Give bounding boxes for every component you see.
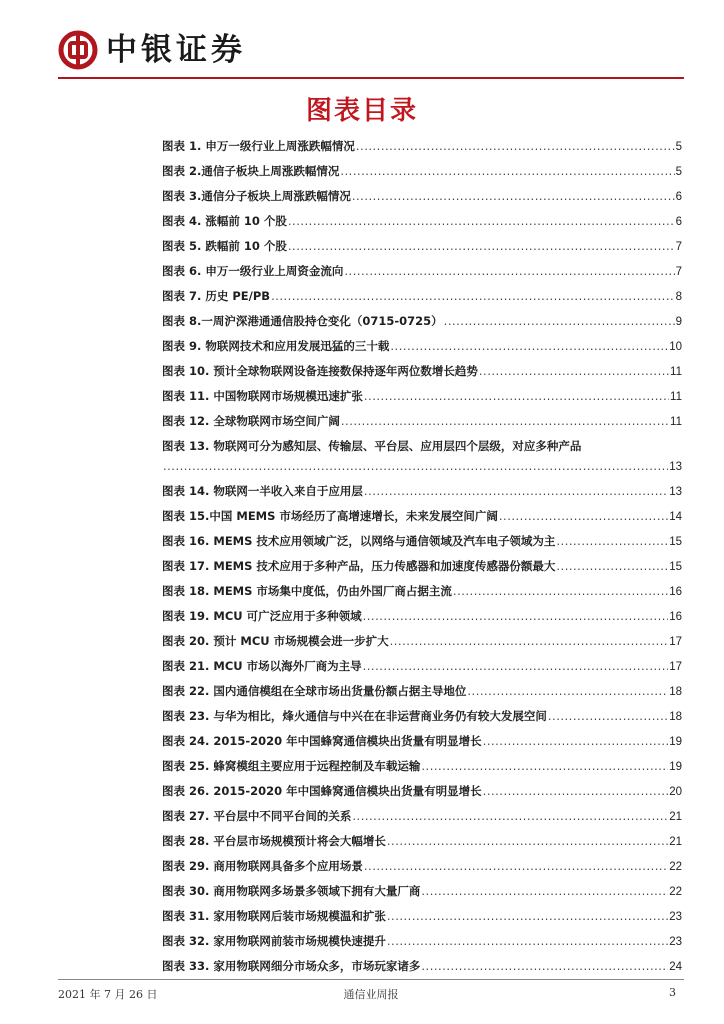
toc-entry-label: 图表 26. 2015-2020 年中国蜂窝通信模块出货量有明显增长 [162,784,482,798]
footer-page-number: 3 [669,986,676,999]
toc-entry[interactable] [162,854,682,879]
toc-entry-page: 6 [675,216,682,228]
toc-entry-label: 图表 29. 商用物联网具备多个应用场景 [162,859,363,873]
toc-leader-dots [352,184,675,209]
toc-entry-label: 图表 4. 涨幅前 10 个股 [162,214,287,228]
toc-entry-page: 23 [669,911,682,923]
toc-entry-label: 图表 28. 平台层市场规模预计将会大幅增长 [162,834,386,848]
toc-entry[interactable] [162,579,682,604]
toc-entry[interactable] [162,654,682,679]
toc-leader-dots [548,704,668,729]
toc-entry-label: 图表 24. 2015-2020 年中国蜂窝通信模块出货量有明显增长 [162,734,482,748]
toc-leader-dots [352,804,668,829]
toc-entry[interactable] [162,604,682,629]
toc-entry-page: 6 [675,191,682,203]
toc-entry[interactable] [162,504,682,529]
toc-entry-page: 22 [669,886,682,898]
toc-leader-dots [444,309,675,334]
toc-entry[interactable] [162,259,682,284]
toc-entry[interactable] [162,679,682,704]
toc-leader-dots [364,384,669,409]
toc-entry-page: 14 [669,511,682,523]
page-footer [58,982,684,1002]
toc-entry-label: 图表 33. 家用物联网细分市场众多，市场玩家诸多 [162,959,421,973]
toc-entry-label: 图表 19. MCU 可广泛应用于多种领域 [162,609,362,623]
toc-entry-label: 图表 16. MEMS 技术应用领域广泛，以网络与通信领域及汽车电子领域为主 [162,534,556,548]
toc-entry-page: 21 [669,811,682,823]
toc-leader-dots [363,654,669,679]
toc-list [162,134,682,979]
toc-entry-page: 5 [675,141,682,153]
toc-entry[interactable] [162,209,682,234]
toc-entry-page: 21 [669,836,682,848]
toc-leader-dots [453,579,668,604]
toc-leader-dots [364,854,668,879]
toc-entry[interactable] [162,754,682,779]
toc-leader-dots [421,954,668,979]
toc-entry-label: 图表 17. MEMS 技术应用于多种产品，压力传感器和加速度传感器份额最大 [162,559,556,573]
toc-entry-page: 17 [669,636,682,648]
toc-entry-page: 13 [669,461,682,473]
toc-entry[interactable] [162,954,682,979]
toc-entry-label: 图表 13. 物联网可分为感知层、传输层、平台层、应用层四个层级，对应多种产品 [162,439,582,453]
footer-doc-name: 通信业周报 [343,988,399,1001]
footer-date: 2021 年 7 月 26 日 [58,988,158,1001]
toc-leader-dots [288,234,675,259]
toc-entry-page: 9 [675,316,682,328]
toc-entry-page: 7 [675,266,682,278]
toc-entry-label: 图表 9. 物联网技术和应用发展迅猛的三十载 [162,339,390,353]
toc-entry-page: 19 [669,736,682,748]
toc-leader-dots [340,159,674,184]
toc-entry-label: 图表 30. 商用物联网多场景多领域下拥有大量厂商 [162,884,421,898]
toc-entry[interactable] [162,729,682,754]
toc-leader-dots [421,879,668,904]
toc-leader-dots [467,679,668,704]
toc-entry-label: 图表 25. 蜂窝模组主要应用于远程控制及车载运输 [162,759,421,773]
toc-leader-dots [271,284,675,309]
toc-entry-label: 图表 14. 物联网一半收入来自于应用层 [162,484,363,498]
toc-entry-label: 图表 20. 预计 MCU 市场规模会进一步扩大 [162,634,389,648]
toc-entry-page: 8 [675,291,682,303]
toc-entry-label: 图表 3.通信分子板块上周涨跌幅情况 [162,189,351,203]
toc-entry[interactable] [162,779,682,804]
toc-entry-label: 图表 6. 申万一级行业上周资金流向 [162,264,344,278]
toc-entry[interactable] [162,529,682,554]
toc-leader-dots [344,259,674,284]
toc-entry-label: 图表 22. 国内通信模组在全球市场出货量份额占据主导地位 [162,684,467,698]
toc-entry-page: 7 [675,241,682,253]
toc-entry-label: 图表 1. 申万一级行业上周涨跌幅情况 [162,139,355,153]
toc-entry-page: 15 [669,536,682,548]
toc-entry-label: 图表 21. MCU 市场以海外厂商为主导 [162,659,362,673]
toc-entry-page: 18 [669,686,682,698]
toc-entry-label: 图表 10. 预计全球物联网设备连接数保持逐年两位数增长趋势 [162,364,478,378]
toc-entry[interactable] [162,929,682,954]
toc-entry[interactable] [162,434,682,479]
toc-leader-dots [363,604,669,629]
toc-entry-page: 11 [670,391,682,403]
brand-name: 中银证券 [106,32,246,68]
toc-entry-page: 20 [669,786,682,798]
toc-entry-page: 5 [675,166,682,178]
toc-entry-page: 23 [669,936,682,948]
toc-entry[interactable] [162,554,682,579]
toc-leader-dots [556,529,668,554]
toc-entry[interactable] [162,134,682,159]
toc-leader-dots [390,334,668,359]
toc-entry-page: 24 [669,961,682,973]
toc-leader-dots [356,134,675,159]
toc-entry[interactable] [162,159,682,184]
header-divider [58,77,684,79]
toc-entry[interactable] [162,879,682,904]
toc-leader-dots [387,929,668,954]
toc-entry-page: 13 [669,486,682,498]
toc-leader-dots [499,504,668,529]
toc-entry[interactable] [162,829,682,854]
toc-entry-page: 11 [670,366,682,378]
toc-leader-dots [483,779,669,804]
toc-entry-label: 图表 18. MEMS 市场集中度低，仍由外国厂商占据主流 [162,584,452,598]
toc-entry[interactable] [162,359,682,384]
toc-entry[interactable] [162,704,682,729]
toc-entry-label: 图表 2.通信子板块上周涨跌幅情况 [162,164,340,178]
toc-entry-label: 图表 11. 中国物联网市场规模迅速扩张 [162,389,363,403]
bank-of-china-logo-icon [58,30,98,70]
toc-entry[interactable] [162,284,682,309]
toc-leader-dots [387,829,668,854]
toc-leader-dots [341,409,669,434]
toc-entry-page: 16 [669,611,682,623]
toc-entry-page: 18 [669,711,682,723]
toc-entry[interactable] [162,409,682,434]
toc-entry[interactable] [162,629,682,654]
toc-entry[interactable] [162,384,682,409]
toc-entry[interactable] [162,309,682,334]
toc-entry[interactable] [162,479,682,504]
toc-entry-label: 图表 27. 平台层中不同平台间的关系 [162,809,352,823]
toc-entry[interactable] [162,334,682,359]
toc-leader-dots [390,629,669,654]
toc-entry-label: 图表 5. 跌幅前 10 个股 [162,239,287,253]
toc-entry-label: 图表 8.一周沪深港通通信股持仓变化（0715-0725） [162,314,443,328]
toc-entry-label: 图表 7. 历史 PE/PB [162,289,271,303]
toc-entry-page: 11 [670,416,682,428]
toc-leader-dots [483,729,669,754]
toc-entry[interactable] [162,234,682,259]
toc-title: 图表目录 [305,96,418,126]
toc-entry[interactable] [162,804,682,829]
footer-divider [58,979,684,980]
toc-entry[interactable] [162,904,682,929]
toc-entry-label: 图表 15.中国 MEMS 市场经历了高增速增长，未来发展空间广阔 [162,509,498,523]
toc-entry[interactable] [162,184,682,209]
toc-entry-label: 图表 12. 全球物联网市场空间广阔 [162,414,340,428]
toc-entry-page: 15 [669,561,682,573]
toc-entry-page: 22 [669,861,682,873]
toc-leader-dots [288,209,675,234]
toc-entry-label: 图表 31. 家用物联网后装市场规模温和扩张 [162,909,386,923]
toc-entry-page: 16 [669,586,682,598]
toc-entry-label: 图表 32. 家用物联网前装市场规模快速提升 [162,934,386,948]
toc-leader-dots [556,554,668,579]
page-header [58,30,698,70]
toc-leader-dots [479,359,669,384]
toc-entry-page: 17 [669,661,682,673]
toc-leader-dots [364,479,668,504]
toc-entry-page: 10 [669,341,682,353]
toc-leader-dots [163,454,668,479]
toc-entry-label: 图表 23. 与华为相比，烽火通信与中兴在在非运营商业务仍有较大发展空间 [162,709,547,723]
toc-entry-page: 19 [669,761,682,773]
toc-leader-dots [387,904,668,929]
toc-leader-dots [421,754,668,779]
